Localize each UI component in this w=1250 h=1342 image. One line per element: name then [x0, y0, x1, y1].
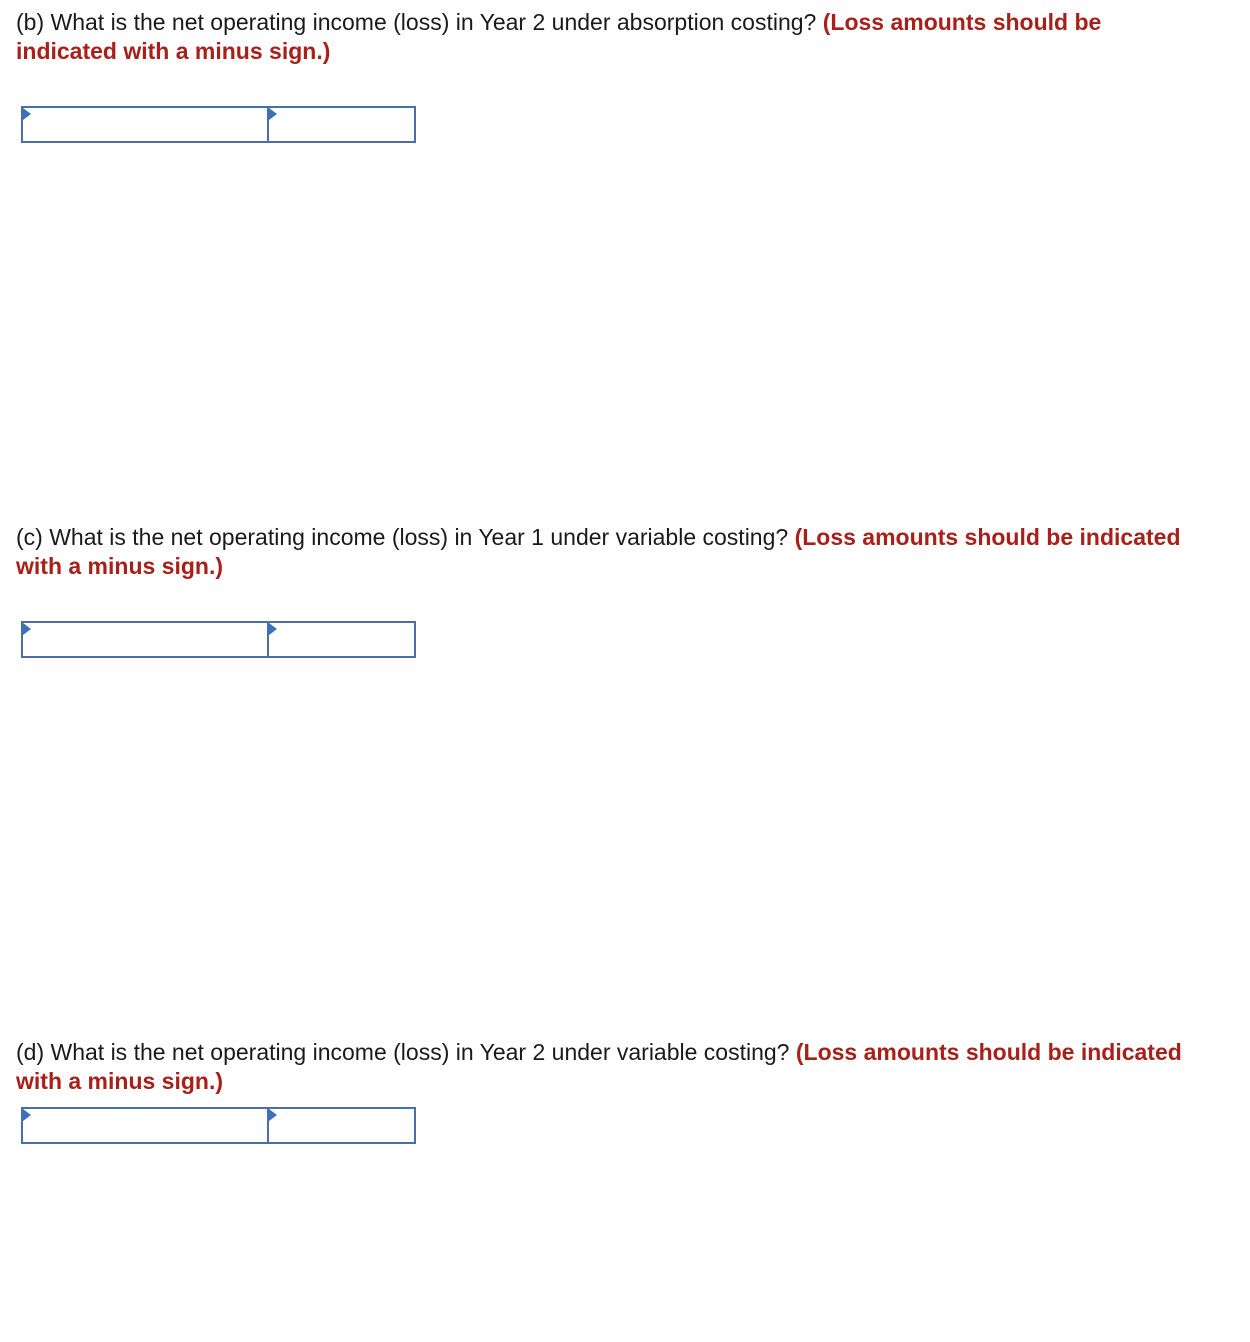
answer-row-b	[21, 106, 416, 143]
answer-b-amount-input[interactable]	[269, 108, 414, 141]
answer-d-label-cell[interactable]	[21, 1107, 269, 1144]
question-b-note: (Loss amounts should be indicated with a minus sign.)	[16, 9, 1102, 64]
question-c-note: (Loss amounts should be indicated with a minus sign.)	[16, 524, 1181, 579]
flag-icon	[23, 108, 31, 120]
question-c-text: (c) What is the net operating income (loss) in Year 1 under variable costing?	[16, 524, 795, 550]
answer-c-label-cell[interactable]	[21, 621, 269, 658]
answer-c-amount-cell[interactable]	[269, 621, 416, 658]
question-c	[16, 523, 1196, 581]
question-b	[16, 8, 1196, 66]
flag-icon	[269, 108, 277, 120]
question-b-text: (b) What is the net operating income (loss) in Year 2 under absorption costing?	[16, 9, 823, 35]
answer-b-amount-cell[interactable]	[269, 106, 416, 143]
question-d-note: (Loss amounts should be indicated with a minus sign.)	[16, 1039, 1182, 1094]
answer-c-label-input[interactable]	[23, 623, 267, 656]
answer-row-c	[21, 621, 416, 658]
answer-d-amount-input[interactable]	[269, 1109, 414, 1142]
answer-d-amount-cell[interactable]	[269, 1107, 416, 1144]
flag-icon	[23, 1109, 31, 1121]
answer-c-amount-input[interactable]	[269, 623, 414, 656]
question-d-text: (d) What is the net operating income (loss) in Year 2 under variable costing?	[16, 1039, 796, 1065]
answer-row-d	[21, 1107, 416, 1144]
flag-icon	[23, 623, 31, 635]
flag-icon	[269, 623, 277, 635]
question-d	[16, 1038, 1196, 1096]
answer-b-label-cell[interactable]	[21, 106, 269, 143]
answer-b-label-input[interactable]	[23, 108, 267, 141]
flag-icon	[269, 1109, 277, 1121]
answer-d-label-input[interactable]	[23, 1109, 267, 1142]
